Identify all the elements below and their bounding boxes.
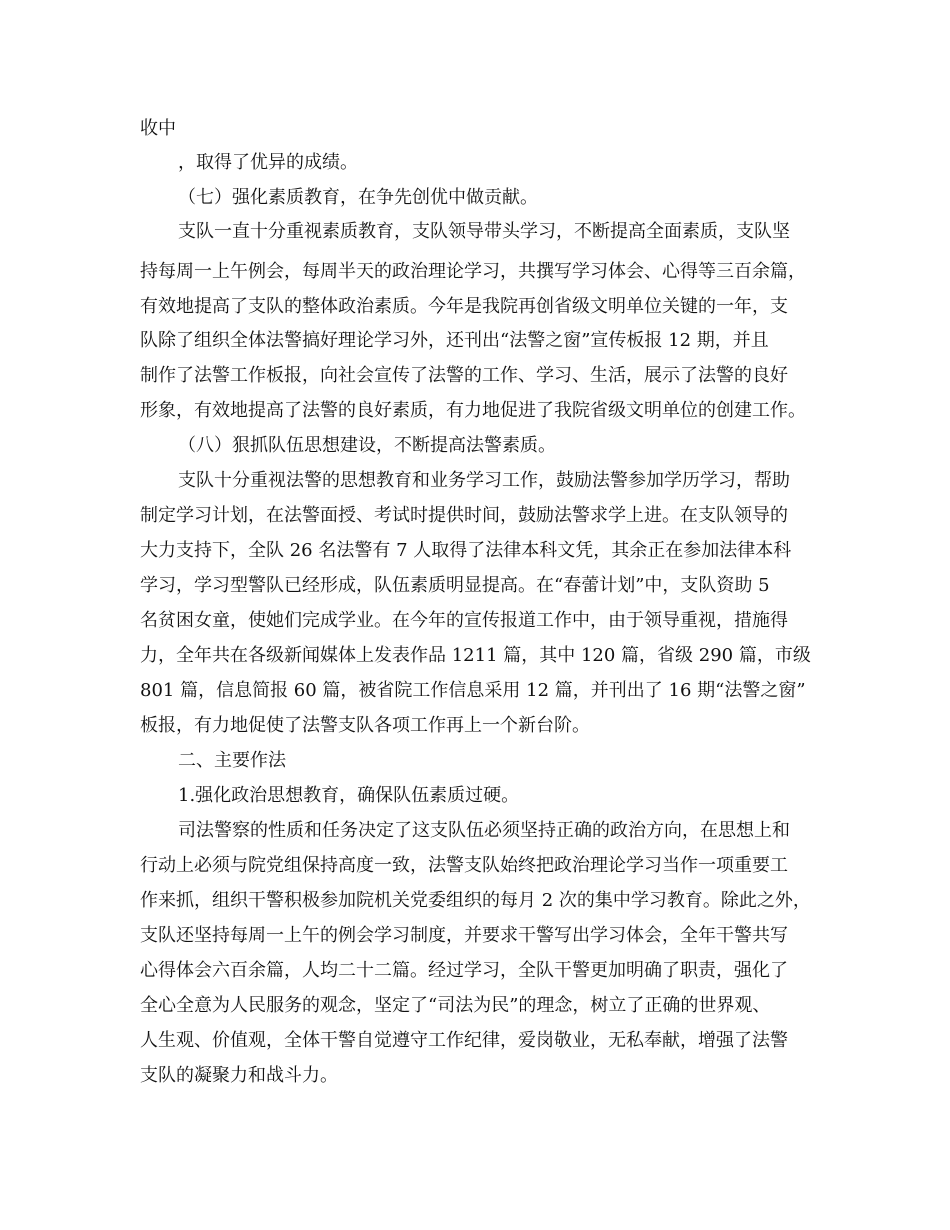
paragraph-line: 心得体会六百余篇，人均二十二篇。经过学习，全队干警更加明确了职责，强化了 <box>140 960 788 981</box>
paragraph-line: 名贫困女童，使她们完成学业。在今年的宣传报道工作中，由于领导重视，措施得 <box>140 610 788 631</box>
paragraph-line: 形象，有效地提高了法警的良好素质，有力地促进了我院省级文明单位的创建工作。 <box>140 400 806 421</box>
paragraph-line: 支队的凝聚力和战斗力。 <box>140 1065 338 1086</box>
section-heading: （七）强化素质教育，在争先创优中做贡献。 <box>178 187 538 208</box>
paragraph-line: 制作了法警工作板报，向社会宣传了法警的工作、学习、生活，展示了法警的良好 <box>140 365 788 386</box>
paragraph-line: 持每周一上午例会，每周半天的政治理论学习，共撰写学习体会、心得等三百余篇， <box>140 261 806 282</box>
paragraph-line: 大力支持下，全队 26 名法警有 7 人取得了法律本科文凭，其余正在参加法律本科 <box>140 540 792 561</box>
paragraph-line: 板报，有力地促使了法警支队各项工作再上一个新台阶。 <box>140 715 590 736</box>
paragraph-line: 作来抓，组织干警积极参加院机关党委组织的每月 2 次的集中学习教育。除此之外， <box>140 890 811 911</box>
paragraph-line: 支队十分重视法警的思想教育和业务学习工作，鼓励法警参加学历学习，帮助 <box>178 470 790 491</box>
paragraph-line: 学习，学习型警队已经形成，队伍素质明显提高。在“春蕾计划”中，支队资助 5 <box>140 575 770 596</box>
paragraph-line: 人生观、价值观，全体干警自觉遵守工作纪律，爱岗敬业，无私奉献，增强了法警 <box>140 1030 788 1051</box>
paragraph-line: 有效地提高了支队的整体政治素质。今年是我院再创省级文明单位关键的一年，支 <box>140 296 788 317</box>
paragraph-line: 行动上必须与院党组保持高度一致，法警支队始终把政治理论学习当作一项重要工 <box>140 855 788 876</box>
paragraph-line: 支队一直十分重视素质教育，支队领导带头学习，不断提高全面素质，支队坚 <box>178 221 790 242</box>
paragraph-line: 队除了组织全体法警搞好理论学习外，还刊出“法警之窗”宣传板报 12 期，并且 <box>140 330 769 351</box>
text-line: 收中 <box>140 118 176 139</box>
paragraph-line: 力，全年共在各级新闻媒体上发表作品 1211 篇，其中 120 篇，省级 290 篇，市级 <box>140 645 811 666</box>
paragraph-line: 801 篇，信息简报 60 篇，被省院工作信息采用 12 篇，并刊出了 16 期“法警之窗” <box>140 680 806 701</box>
paragraph-line: 司法警察的性质和任务决定了这支队伍必须坚持正确的政治方向，在思想上和 <box>178 820 790 841</box>
text-line: ，取得了优异的成绩。 <box>178 152 358 173</box>
paragraph-line: 支队还坚持每周一上午的例会学习制度，并要求干警写出学习体会，全年干警共写 <box>140 925 788 946</box>
paragraph-line: 制定学习计划，在法警面授、考试时提供时间，鼓励法警求学上进。在支队领导的 <box>140 505 788 526</box>
section-heading: （八）狠抓队伍思想建设，不断提高法警素质。 <box>178 435 556 456</box>
section-heading: 二、主要作法 <box>178 750 286 771</box>
paragraph-line: 全心全意为人民服务的观念，坚定了“司法为民”的理念，树立了正确的世界观、 <box>140 995 771 1016</box>
subsection-heading: 1.强化政治思想教育，确保队伍素质过硬。 <box>178 785 520 806</box>
